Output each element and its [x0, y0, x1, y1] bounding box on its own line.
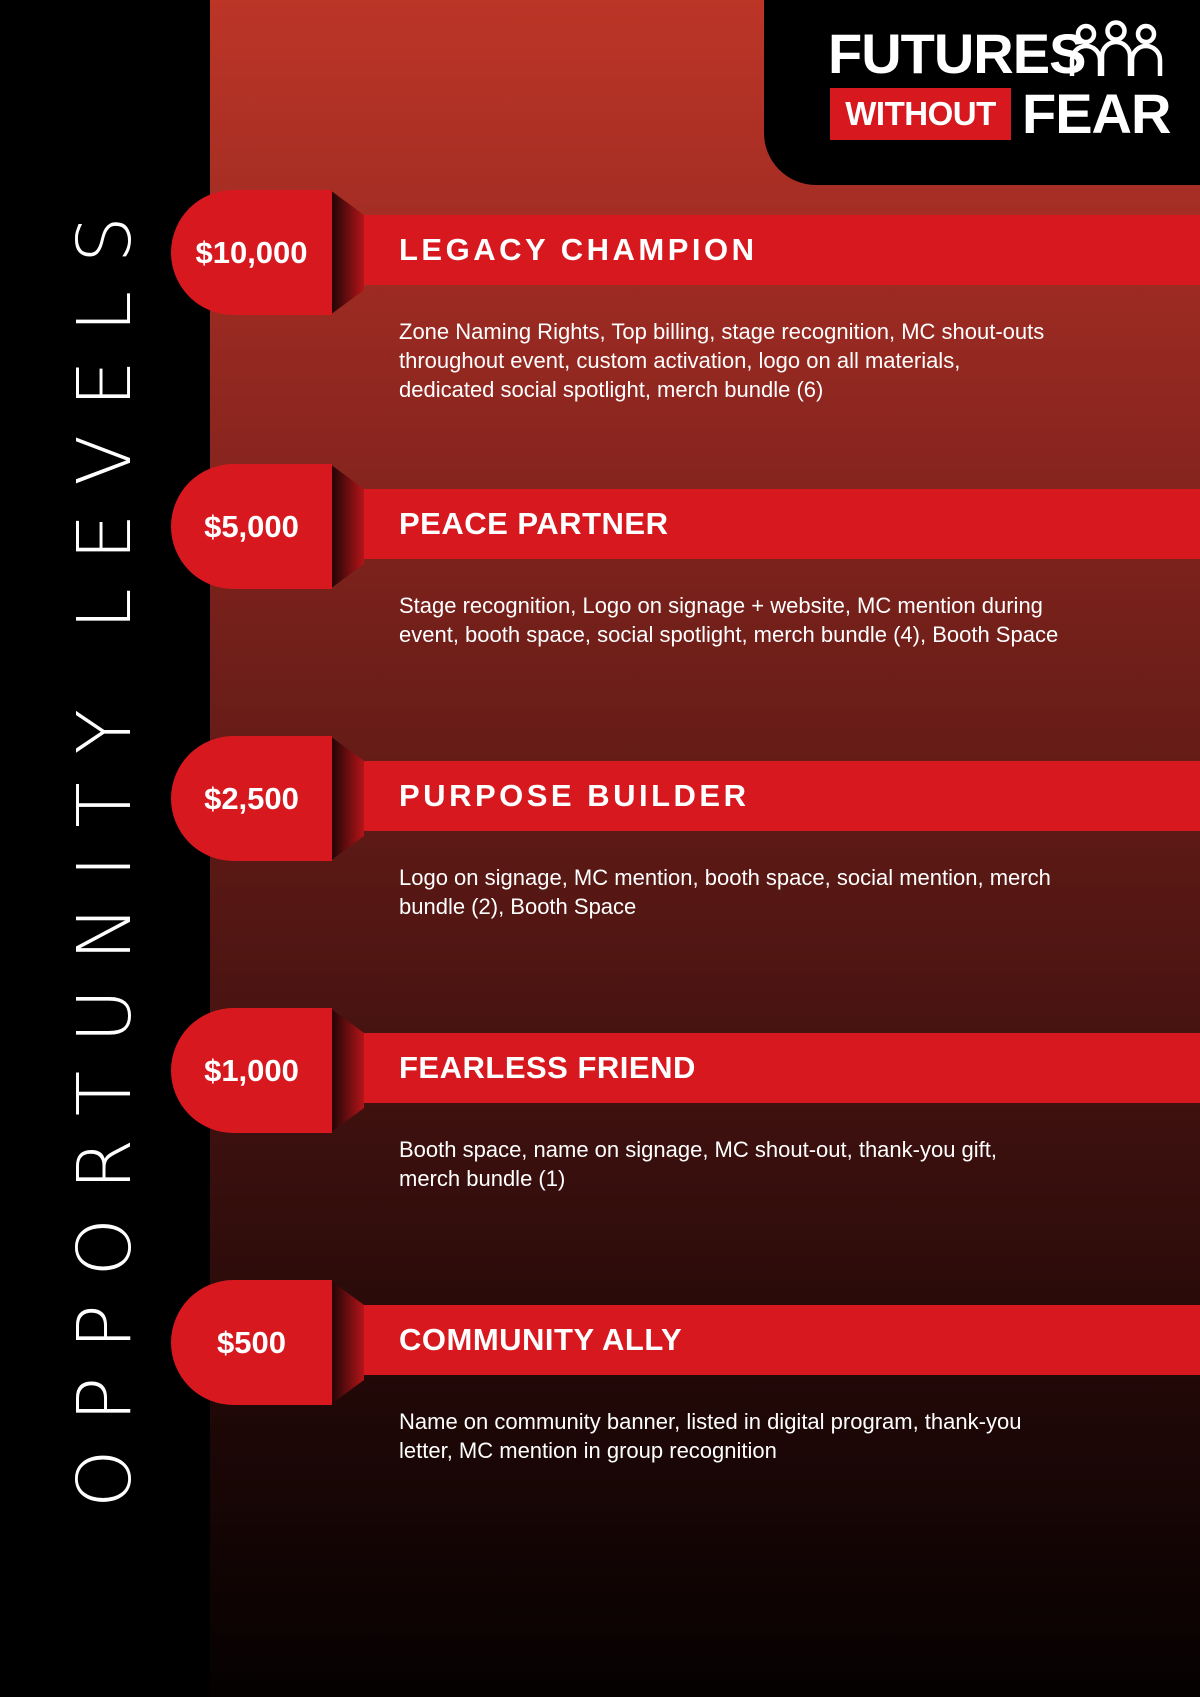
tier-description: Logo on signage, MC mention, booth space, social mention, merch bundle (2), Booth Space: [399, 865, 1051, 919]
tier-description: Stage recognition, Logo on signage + website, MC mention during event, booth space, social spotlight, merch bundle (4), Booth Space: [399, 593, 1059, 647]
page-title-vertical: OPPORTUNITY LEVELS: [62, 188, 148, 1508]
tier-price-badge: $1,000: [171, 1008, 332, 1133]
tier-name: FEARLESS FRIEND: [399, 1050, 696, 1085]
tier-name: LEGACY CHAMPION: [399, 232, 758, 267]
tier-description: Zone Naming Rights, Top billing, stage recognition, MC shout-outs throughout event, custom activation, logo on all materials, dedicated social spotlight, merch bundle (6): [399, 319, 1045, 402]
people-group-icon: [1068, 20, 1164, 78]
tier-fearless-friend: [0, 1008, 1200, 1268]
tier-fold-shadow: [330, 1008, 364, 1133]
tier-price-badge: $2,500: [171, 736, 332, 861]
tier-fold-shadow: [330, 190, 364, 315]
tier-name: PEACE PARTNER: [399, 506, 669, 541]
tier-fold-shadow: [330, 736, 364, 861]
logo-futures-text: FUTURES: [828, 22, 1086, 85]
tier-price-badge: $10,000: [171, 190, 332, 315]
tier-community-ally: [0, 1280, 1200, 1540]
tier-fold-shadow: [330, 464, 364, 589]
logo-without-box: WITHOUT: [830, 88, 1011, 140]
tier-fold-shadow: [330, 1280, 364, 1405]
tier-price-badge: $5,000: [171, 464, 332, 589]
tier-legacy-champion: [0, 190, 1200, 450]
tier-name: PURPOSE BUILDER: [399, 778, 750, 813]
tier-peace-partner: [0, 464, 1200, 724]
tier-description: Name on community banner, listed in digital program, thank-you letter, MC mention in group recognition: [399, 1409, 1022, 1463]
tier-name: COMMUNITY ALLY: [399, 1322, 683, 1357]
tier-description: Booth space, name on signage, MC shout-out, thank-you gift, merch bundle (1): [399, 1137, 998, 1191]
tier-purpose-builder: [0, 736, 1200, 996]
logo-fear-text: FEAR: [1022, 82, 1171, 145]
tier-price-badge: $500: [171, 1280, 332, 1405]
